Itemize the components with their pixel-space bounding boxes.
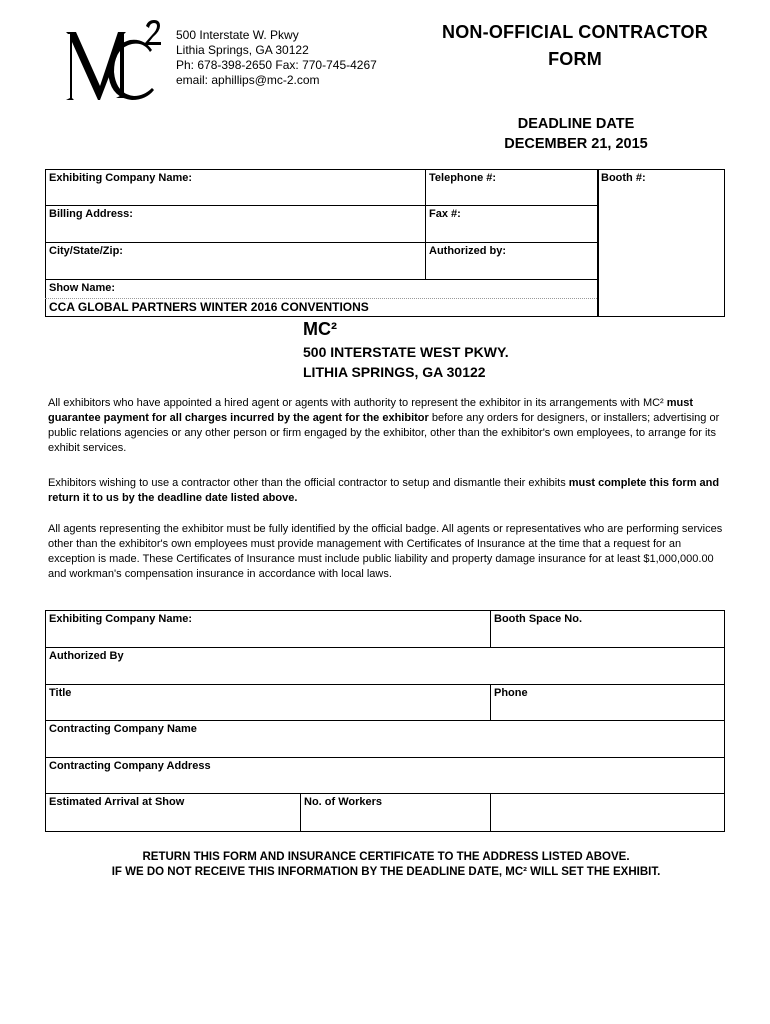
booth-label: Booth #: <box>601 172 646 184</box>
paragraph-3-text: All agents representing the exhibitor must be fully identified by the official badge. All agents or representatives who are performing services other than the exhibitor's own employees must provide management with Certificates of Insurance at the time that a request for an exception is made. These Certificates of Insurance must include public liability and property damage insurance for at least $1,000,000.00 and workman's compensation insurance in accordance with local laws. <box>48 523 723 580</box>
deadline-label: DEADLINE DATE <box>517 116 635 132</box>
address-phone-fax: Ph: 678-398-2650 Fax: 770-745-4267 <box>176 58 377 72</box>
address-street: 500 Interstate W. Pkwy <box>176 28 299 42</box>
form-title <box>420 19 730 73</box>
company-address <box>303 342 509 382</box>
footer-instructions <box>48 850 724 880</box>
paragraph-insurance <box>48 522 724 582</box>
bottom-authorized-by-field[interactable] <box>46 648 724 684</box>
estimated-arrival-field[interactable] <box>46 794 300 831</box>
exhibiting-company-field[interactable] <box>46 170 425 205</box>
authorized-by-label: Authorized by: <box>429 245 506 257</box>
phone-label: Phone <box>494 687 528 699</box>
paragraph-1-bold: must guarantee payment for all charges incurred by the agent for the exhibitor <box>48 397 694 424</box>
billing-address-field[interactable] <box>46 206 425 242</box>
telephone-label: Telephone #: <box>429 172 497 184</box>
fax-label: Fax #: <box>429 208 461 220</box>
booth-space-label: Booth Space No. <box>494 613 583 625</box>
mc2-logo <box>60 20 168 106</box>
form-title-line1: NON-OFFICIAL CONTRACTOR <box>442 22 708 42</box>
bottom-exhibiting-company-field[interactable] <box>46 611 490 647</box>
billing-address-label: Billing Address: <box>49 208 133 220</box>
show-name-field <box>46 280 597 298</box>
contracting-company-name-label: Contracting Company Name <box>49 723 197 735</box>
authorized-by-field[interactable] <box>426 243 597 279</box>
contracting-company-address-label: Contracting Company Address <box>49 760 211 772</box>
company-name: MC² <box>303 319 337 339</box>
no-of-workers-label: No. of Workers <box>304 796 383 808</box>
paragraph-1-text-end: before any orders for designers, or installers; advertising or public relations agencies or any other person or firm engaged by the exhibitor, other than the exhibitor's own employees, to arrange for its exhibit services. <box>48 412 720 454</box>
form-title-line2: FORM <box>548 49 602 69</box>
paragraph-payment-guarantee <box>48 396 724 456</box>
title-label: Title <box>49 687 72 699</box>
telephone-field[interactable] <box>426 170 597 205</box>
bottom-authorized-by-label: Authorized By <box>49 650 124 662</box>
paragraph-2-text: Exhibitors wishing to use a contractor other than the official contractor to setup and dismantle their exhibits <box>48 477 569 489</box>
footer-line1: RETURN THIS FORM AND INSURANCE CERTIFICATE TO THE ADDRESS LISTED ABOVE. <box>142 851 630 863</box>
booth-space-field[interactable] <box>491 611 724 647</box>
paragraph-1-text: All exhibitors who have appointed a hired agent or agents with authority to represent the exhibitor in its arrangements with MC² <box>48 397 667 409</box>
address-email: email: aphillips@mc-2.com <box>176 73 320 87</box>
blank-field[interactable] <box>491 794 724 831</box>
estimated-arrival-label: Estimated Arrival at Show <box>49 796 185 808</box>
contracting-company-name-field[interactable] <box>46 721 724 757</box>
paragraph-2-bold: must complete this form and return it to us by the deadline date listed above. <box>48 477 720 504</box>
mc2-logo-mark <box>60 20 168 106</box>
address-city: Lithia Springs, GA 30122 <box>176 43 309 57</box>
footer-line2: IF WE DO NOT RECEIVE THIS INFORMATION BY THE DEADLINE DATE, MC² WILL SET THE EXHIBIT. <box>111 866 661 878</box>
contact-address-block <box>176 28 377 88</box>
bottom-exhibiting-company-label: Exhibiting Company Name: <box>49 613 193 625</box>
city-state-zip-label: City/State/Zip: <box>49 245 123 257</box>
show-name-label: Show Name: <box>49 282 116 294</box>
show-name-value-field <box>46 298 597 316</box>
no-of-workers-field[interactable] <box>301 794 490 831</box>
deadline-date: DECEMBER 21, 2015 <box>504 136 648 152</box>
company-street: 500 INTERSTATE WEST PKWY. <box>303 344 509 360</box>
paragraph-contractor-requirement <box>48 476 724 506</box>
booth-field[interactable] <box>598 170 724 316</box>
title-field[interactable] <box>46 685 490 720</box>
deadline-block <box>476 114 676 154</box>
phone-field[interactable] <box>491 685 724 720</box>
contracting-company-address-field[interactable] <box>46 758 724 793</box>
show-name-value: CCA GLOBAL PARTNERS WINTER 2016 CONVENTIONS <box>49 300 369 314</box>
city-state-zip-field[interactable] <box>46 243 425 279</box>
fax-field[interactable] <box>426 206 597 242</box>
company-city: LITHIA SPRINGS, GA 30122 <box>303 364 486 380</box>
exhibiting-company-label: Exhibiting Company Name: <box>49 172 193 184</box>
